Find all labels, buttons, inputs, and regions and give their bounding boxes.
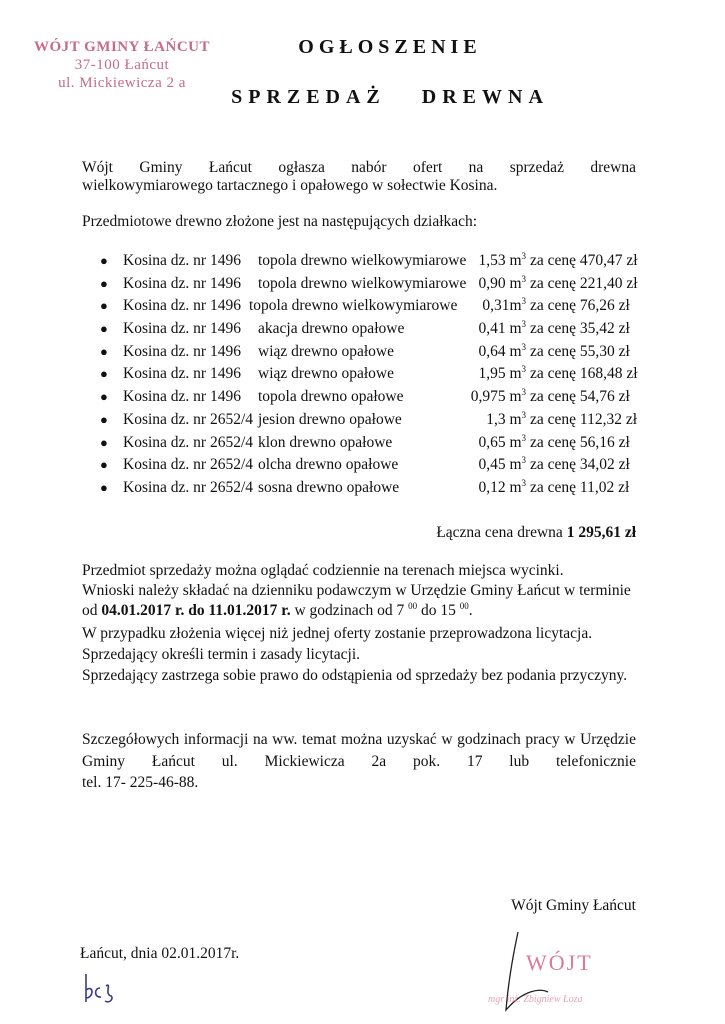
- timber-item: [88, 409, 648, 432]
- item-price: za cenę 55,30 zł: [530, 342, 630, 360]
- timber-list: [88, 250, 648, 500]
- bullet-icon: ●: [100, 298, 108, 314]
- item-description: klon drewno opałowe: [258, 433, 393, 451]
- document-subtitle: [0, 86, 725, 109]
- item-quantity: $0,31m^3$: [482, 296, 526, 315]
- document-date: Łańcut, dnia 02.01.2017r.: [80, 945, 240, 962]
- bullet-icon: ●: [100, 253, 108, 268]
- timber-item: [88, 454, 648, 477]
- timber-item: [88, 477, 648, 500]
- item-location: Kosina dz. nr 1496: [123, 297, 241, 315]
- total-value: 1 295,61 zł: [566, 524, 636, 541]
- total-price: [300, 524, 636, 542]
- item-price: za cenę 35,42 zł: [530, 320, 630, 338]
- item-description: topola drewno opałowe: [258, 388, 404, 406]
- item-quantity: 0,65 $m^3$: [478, 432, 526, 451]
- item-quantity: 1,3 $m^3$: [486, 409, 526, 428]
- wojt-seal-signature: [478, 930, 638, 1020]
- timber-item: [88, 250, 648, 273]
- item-description: wiąz drewno opałowe: [258, 365, 395, 383]
- total-label: Łączna cena drewna: [436, 524, 563, 541]
- paragraph-applications: Wnioski należy składać na dzienniku podawczym w Urzędzie Gminy Łańcut w terminie: [82, 582, 631, 599]
- item-quantity: 0,975 $m^3$: [470, 386, 526, 406]
- hours-from-sup: 00: [408, 600, 418, 611]
- timber-item: [88, 386, 648, 409]
- item-quantity: 0,12 $m^3$: [478, 477, 526, 496]
- item-price: za cenę 76,26 zł: [530, 297, 630, 315]
- item-description: topola drewno wielkowymiarowe: [249, 297, 458, 315]
- date-from: 04.01.2017 r.: [101, 602, 185, 619]
- item-quantity: 0,90 $m^3$: [478, 273, 526, 292]
- item-description: wiąz drewno opałowe: [258, 342, 395, 360]
- timber-item: [88, 432, 648, 455]
- item-price: za cenę 54,76 zł: [530, 388, 630, 406]
- item-price: za cenę 34,02 zł: [530, 456, 630, 474]
- plots-heading: Przedmiotowe drewno złożone jest na następujących działkach:: [82, 213, 478, 230]
- info-line-2: Gminy Łańcut ul. Mickiewicza 2a pok. 17 lub telefonicznie: [82, 753, 636, 770]
- bullet-icon: ●: [100, 343, 108, 359]
- item-location: Kosina dz. nr 2652/4: [123, 478, 254, 496]
- bullet-icon: ●: [100, 411, 108, 427]
- item-quantity: 1,53 $m^3$: [478, 250, 526, 269]
- item-location: Kosina dz. nr 1496: [123, 388, 241, 406]
- subtitle-word-1: SPRZEDAŻ: [231, 86, 386, 108]
- bullet-icon: ●: [100, 366, 108, 382]
- seal-name: mgr inż. Zbigniew Łoza: [488, 994, 583, 1005]
- hours-to-sup: 00: [459, 600, 469, 611]
- paragraph-dates: [82, 601, 636, 621]
- item-location: Kosina dz. nr 2652/4: [123, 456, 254, 474]
- item-description: topola drewno wielkowymiarowe: [258, 274, 467, 292]
- item-description: jesion drewno opałowe: [258, 410, 402, 428]
- item-quantity: 1,95 $m^3$: [478, 364, 526, 383]
- item-description: sosna drewno opałowe: [258, 478, 400, 496]
- bullet-icon: ●: [100, 389, 108, 405]
- paragraph-withdrawal: Sprzedający zastrzega sobie prawo do odstąpienia od sprzedaży bez podania przyczyny.: [82, 667, 628, 684]
- bullet-icon: ●: [100, 275, 108, 291]
- item-quantity: 0,41 $m^3$: [478, 318, 526, 338]
- dates-end: .: [468, 602, 473, 619]
- item-location: Kosina dz. nr 2652/4: [123, 410, 254, 428]
- subtitle-word-2: DREWNA: [421, 86, 549, 108]
- item-location: Kosina dz. nr 2652/4: [123, 433, 254, 451]
- bullet-icon: ●: [100, 434, 108, 450]
- intro-line-2: wielkowymiarowego tartacznego i opałowego w sołectwie Kosina.: [82, 177, 498, 194]
- item-location: Kosina dz. nr 1496: [123, 365, 241, 383]
- item-description: akacja drewno opałowe: [258, 320, 405, 338]
- date-to: 11.01.2017 r.: [208, 602, 291, 619]
- paragraph-viewing: Przedmiot sprzedaży można oglądać codziennie na terenach miejsca wycinki.: [82, 562, 564, 579]
- timber-item: [88, 273, 648, 296]
- bullet-icon: ●: [100, 457, 108, 473]
- date-to-word: do: [188, 602, 205, 619]
- item-location: Kosina dz. nr 1496: [123, 274, 241, 292]
- item-location: Kosina dz. nr 1496: [123, 342, 241, 360]
- item-price: za cenę 168,48 zł: [530, 365, 638, 383]
- paragraph-auction: W przypadku złożenia więcej niż jednej oferty zostanie przeprowadzona licytacja.: [82, 625, 593, 642]
- item-price: za cenę 470,47 zł: [530, 252, 638, 269]
- hours-from: w godzinach od 7: [294, 602, 405, 619]
- hours-to: do 15: [420, 602, 456, 619]
- item-quantity: 0,64 $m^3$: [478, 341, 526, 360]
- item-description: topola drewno wielkowymiarowe: [258, 252, 467, 269]
- item-description: olcha drewno opałowe: [258, 456, 399, 474]
- item-price: za cenę 11,02 zł: [530, 478, 630, 496]
- item-price: za cenę 221,40 zł: [530, 274, 638, 292]
- intro-line-1: Wójt Gminy Łańcut ogłasza nabór ofert na sprzedaż drewna: [82, 159, 636, 176]
- dates-prefix: od: [82, 602, 98, 619]
- timber-item: [88, 295, 648, 318]
- info-line-1: Szczegółowych informacji na ww. temat można uzyskać w godzinach pracy w Urzędzie: [82, 731, 636, 748]
- item-location: Kosina dz. nr 1496: [123, 320, 241, 338]
- timber-item: [88, 341, 648, 364]
- bullet-icon: ●: [100, 321, 108, 337]
- item-price: za cenę 56,16 zł: [530, 433, 630, 451]
- item-price: za cenę 112,32 zł: [530, 410, 638, 428]
- handwritten-initials: [80, 968, 120, 1008]
- seal-text: WÓJT: [526, 950, 593, 975]
- document-title: OGŁOSZENIE: [298, 36, 482, 58]
- stamp-line-3: ul. Mickiewicza 2 a: [58, 75, 186, 91]
- timber-item: [88, 318, 648, 341]
- stamp-line-2: 37-100 Łańcut: [74, 57, 170, 73]
- item-quantity: 0,45 $m^3$: [478, 455, 526, 474]
- paragraph-auction-terms: Sprzedający określi termin i zasady licytacji.: [82, 646, 361, 663]
- item-location: Kosina dz. nr 1496: [123, 252, 241, 269]
- info-line-3: tel. 17- 225-46-88.: [82, 774, 199, 791]
- bullet-icon: ●: [100, 479, 108, 495]
- timber-item: [88, 363, 648, 386]
- stamp-line-1: WÓJT GMINY ŁAŃCUT: [33, 39, 210, 55]
- signature-title: Wójt Gminy Łańcut: [511, 897, 636, 914]
